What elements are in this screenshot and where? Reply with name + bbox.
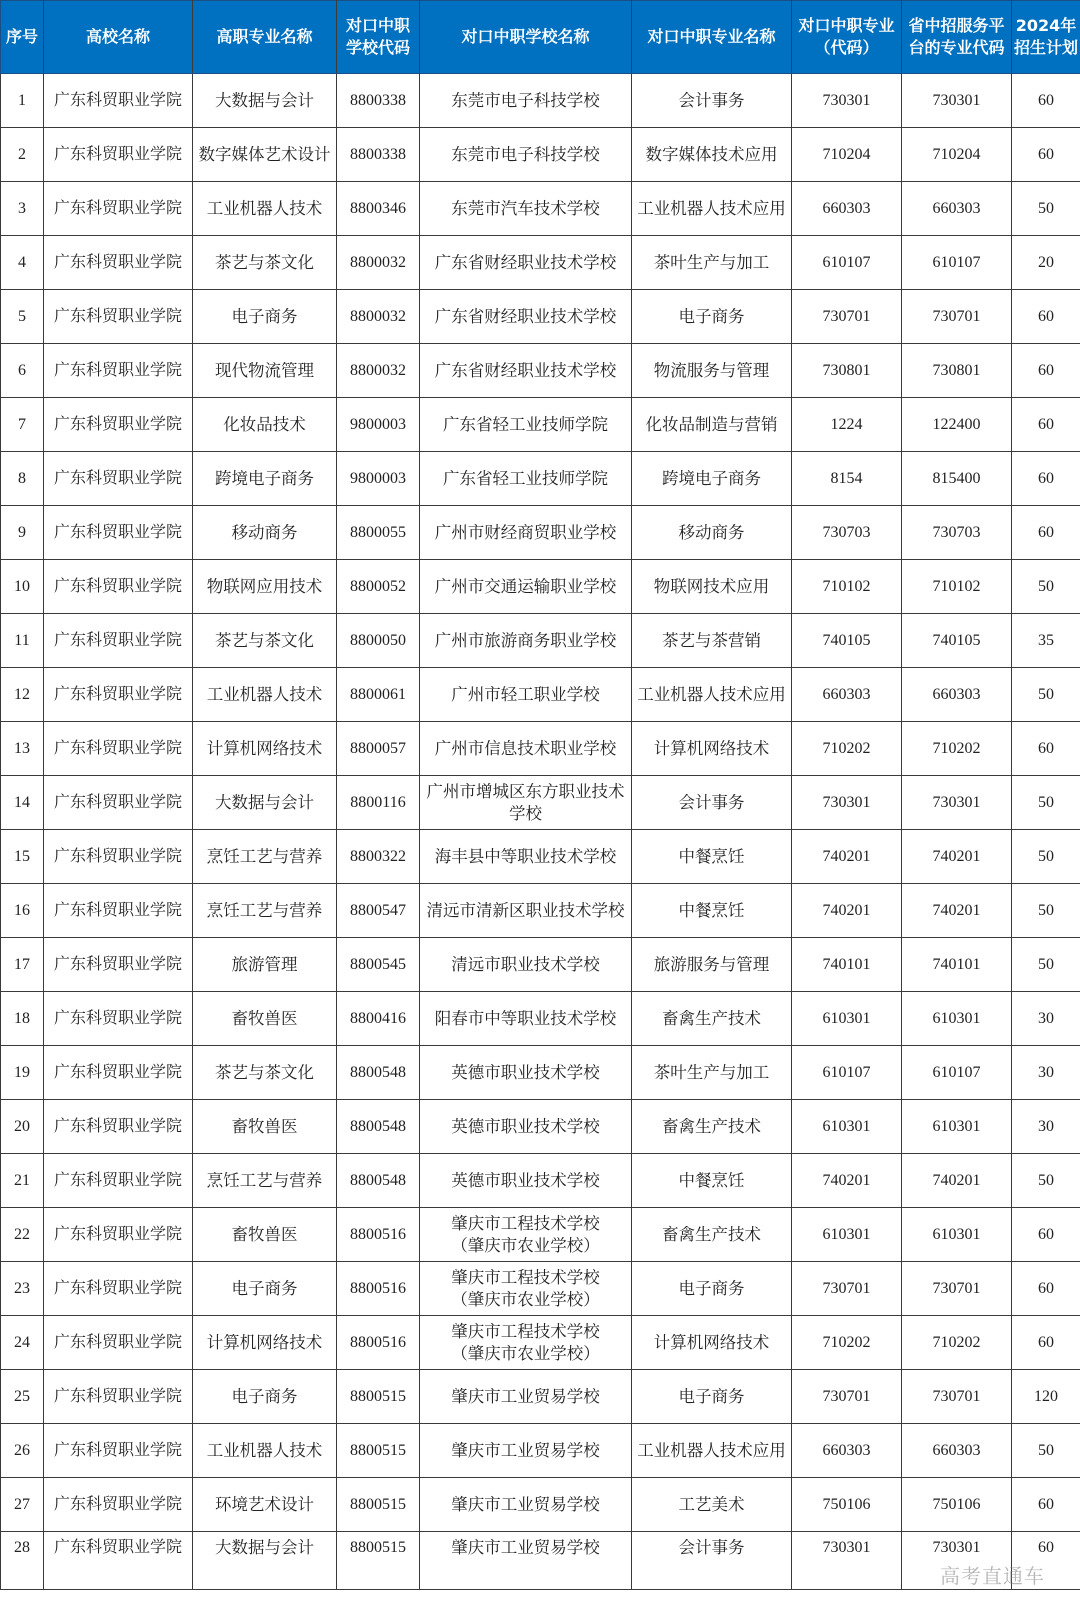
cell-plan-2024: 60 [1012, 722, 1080, 776]
cell-school-code: 8800052 [337, 560, 420, 614]
cell-major-code: 730701 [792, 1370, 902, 1424]
cell-school-major: 计算机网络技术 [632, 722, 792, 776]
cell-school-major: 移动商务 [632, 506, 792, 560]
cell-school-code: 8800032 [337, 344, 420, 398]
cell-school-major: 工业机器人技术应用 [632, 1424, 792, 1478]
cell-school-code: 8800545 [337, 938, 420, 992]
cell-plan-2024: 60 [1012, 1478, 1080, 1532]
cell-major: 移动商务 [193, 506, 337, 560]
cell-school-code: 8800515 [337, 1424, 420, 1478]
cell-school-major: 畜禽生产技术 [632, 1208, 792, 1262]
cell-school-name: 广州市旅游商务职业学校 [420, 614, 632, 668]
cell-university: 广东科贸职业学院 [44, 236, 193, 290]
cell-index: 13 [1, 722, 44, 776]
cell-plan-2024: 50 [1012, 560, 1080, 614]
cell-major-code: 710102 [792, 560, 902, 614]
cell-platform-code: 610107 [902, 236, 1012, 290]
cell-plan-2024: 50 [1012, 182, 1080, 236]
table-header-row [1, 1, 1080, 74]
cell-major-code: 750106 [792, 1478, 902, 1532]
cell-plan-2024: 20 [1012, 236, 1080, 290]
table-row [1, 452, 1080, 506]
cell-plan-2024: 60 [1012, 74, 1080, 128]
table-row [1, 1316, 1080, 1370]
cell-school-major: 中餐烹饪 [632, 1154, 792, 1208]
cell-platform-code: 740105 [902, 614, 1012, 668]
cell-school-name: 海丰县中等职业技术学校 [420, 830, 632, 884]
cell-school-code: 8800548 [337, 1046, 420, 1100]
cell-school-name: 肇庆市工程技术学校 （肇庆市农业学校） [420, 1208, 632, 1262]
table-row [1, 776, 1080, 830]
cell-index: 6 [1, 344, 44, 398]
cell-major-code: 740201 [792, 884, 902, 938]
cell-index: 25 [1, 1370, 44, 1424]
cell-major-code: 730301 [792, 1532, 902, 1590]
cell-platform-code: 740201 [902, 884, 1012, 938]
column-header-university: 高校名称 [44, 1, 193, 74]
cell-platform-code: 730801 [902, 344, 1012, 398]
cell-major: 环境艺术设计 [193, 1478, 337, 1532]
table-row [1, 938, 1080, 992]
cell-school-name: 广东省财经职业技术学校 [420, 236, 632, 290]
cell-school-name: 广东省财经职业技术学校 [420, 290, 632, 344]
cell-school-major: 物流服务与管理 [632, 344, 792, 398]
cell-platform-code: 710202 [902, 1316, 1012, 1370]
cell-school-major: 电子商务 [632, 1262, 792, 1316]
cell-major-code: 8154 [792, 452, 902, 506]
cell-school-code: 8800032 [337, 236, 420, 290]
cell-school-major: 中餐烹饪 [632, 884, 792, 938]
cell-major: 电子商务 [193, 1262, 337, 1316]
table-row [1, 290, 1080, 344]
cell-platform-code: 740101 [902, 938, 1012, 992]
cell-university: 广东科贸职业学院 [44, 614, 193, 668]
cell-university: 广东科贸职业学院 [44, 128, 193, 182]
cell-major-code: 660303 [792, 182, 902, 236]
cell-school-major: 跨境电子商务 [632, 452, 792, 506]
cell-school-major: 旅游服务与管理 [632, 938, 792, 992]
cell-major: 电子商务 [193, 290, 337, 344]
cell-school-name: 英德市职业技术学校 [420, 1100, 632, 1154]
cell-school-code: 8800055 [337, 506, 420, 560]
cell-school-code: 8800515 [337, 1478, 420, 1532]
cell-university: 广东科贸职业学院 [44, 74, 193, 128]
cell-school-name: 广东省财经职业技术学校 [420, 344, 632, 398]
cell-index: 9 [1, 506, 44, 560]
cell-school-name: 东莞市汽车技术学校 [420, 182, 632, 236]
cell-plan-2024: 50 [1012, 884, 1080, 938]
cell-plan-2024: 30 [1012, 1046, 1080, 1100]
table-row [1, 1424, 1080, 1478]
table-row [1, 722, 1080, 776]
table-row [1, 992, 1080, 1046]
watermark: 高考直通车 [940, 1563, 1045, 1588]
table-row [1, 344, 1080, 398]
cell-index: 24 [1, 1316, 44, 1370]
column-header-major-code: 对口中职专业 （代码） [792, 1, 902, 74]
cell-plan-2024: 60 [1012, 452, 1080, 506]
cell-school-name: 英德市职业技术学校 [420, 1046, 632, 1100]
cell-university: 广东科贸职业学院 [44, 344, 193, 398]
table-row [1, 398, 1080, 452]
cell-school-major: 计算机网络技术 [632, 1316, 792, 1370]
cell-school-name: 广州市交通运输职业学校 [420, 560, 632, 614]
cell-school-major: 会计事务 [632, 776, 792, 830]
cell-school-name: 广州市增城区东方职业技术 学校 [420, 776, 632, 830]
cell-school-name: 肇庆市工程技术学校 （肇庆市农业学校） [420, 1262, 632, 1316]
cell-school-code: 8800061 [337, 668, 420, 722]
cell-major-code: 610301 [792, 992, 902, 1046]
cell-major-code: 730301 [792, 776, 902, 830]
cell-university: 广东科贸职业学院 [44, 1046, 193, 1100]
cell-university: 广东科贸职业学院 [44, 884, 193, 938]
cell-platform-code: 710102 [902, 560, 1012, 614]
cell-university: 广东科贸职业学院 [44, 938, 193, 992]
table-row [1, 1370, 1080, 1424]
cell-major-code: 1224 [792, 398, 902, 452]
cell-platform-code: 740201 [902, 1154, 1012, 1208]
cell-university: 广东科贸职业学院 [44, 560, 193, 614]
cell-index: 17 [1, 938, 44, 992]
cell-major-code: 610107 [792, 1046, 902, 1100]
cell-university: 广东科贸职业学院 [44, 452, 193, 506]
cell-school-major: 电子商务 [632, 1370, 792, 1424]
cell-major: 茶艺与茶文化 [193, 236, 337, 290]
cell-school-code: 9800003 [337, 398, 420, 452]
cell-school-name: 东莞市电子科技学校 [420, 128, 632, 182]
cell-index: 3 [1, 182, 44, 236]
cell-school-major: 茶叶生产与加工 [632, 1046, 792, 1100]
cell-platform-code: 730701 [902, 1370, 1012, 1424]
cell-major: 畜牧兽医 [193, 1100, 337, 1154]
cell-plan-2024: 60 [1012, 128, 1080, 182]
cell-school-major: 茶艺与茶营销 [632, 614, 792, 668]
cell-major-code: 610301 [792, 1100, 902, 1154]
cell-major: 化妆品技术 [193, 398, 337, 452]
cell-school-code: 8800322 [337, 830, 420, 884]
cell-school-code: 8800547 [337, 884, 420, 938]
cell-school-code: 8800050 [337, 614, 420, 668]
cell-major: 计算机网络技术 [193, 1316, 337, 1370]
cell-school-code: 8800515 [337, 1532, 420, 1590]
cell-school-major: 物联网技术应用 [632, 560, 792, 614]
cell-major-code: 730801 [792, 344, 902, 398]
column-header-major: 高职专业名称 [193, 1, 337, 74]
cell-major: 大数据与会计 [193, 776, 337, 830]
cell-school-code: 8800516 [337, 1262, 420, 1316]
cell-plan-2024: 60 [1012, 1532, 1080, 1590]
cell-major-code: 730701 [792, 290, 902, 344]
cell-plan-2024: 60 [1012, 1316, 1080, 1370]
column-header-school-code: 对口中职 学校代码 [337, 1, 420, 74]
cell-plan-2024: 50 [1012, 1424, 1080, 1478]
cell-plan-2024: 60 [1012, 344, 1080, 398]
cell-index: 19 [1, 1046, 44, 1100]
table-row [1, 74, 1080, 128]
cell-plan-2024: 60 [1012, 506, 1080, 560]
column-header-plan-2024: 2024年 招生计划 [1012, 1, 1080, 74]
cell-major-code: 710204 [792, 128, 902, 182]
cell-platform-code: 730701 [902, 290, 1012, 344]
cell-school-code: 8800057 [337, 722, 420, 776]
cell-university: 广东科贸职业学院 [44, 1478, 193, 1532]
cell-university: 广东科贸职业学院 [44, 830, 193, 884]
cell-school-name: 肇庆市工业贸易学校 [420, 1370, 632, 1424]
cell-platform-code: 750106 [902, 1478, 1012, 1532]
cell-university: 广东科贸职业学院 [44, 290, 193, 344]
cell-index: 27 [1, 1478, 44, 1532]
table-row [1, 614, 1080, 668]
cell-major-code: 730701 [792, 1262, 902, 1316]
cell-school-major: 会计事务 [632, 1532, 792, 1590]
cell-school-major: 电子商务 [632, 290, 792, 344]
column-header-platform-code: 省中招服务平 台的专业代码 [902, 1, 1012, 74]
cell-plan-2024: 30 [1012, 1100, 1080, 1154]
table-row [1, 1046, 1080, 1100]
cell-school-major: 工业机器人技术应用 [632, 182, 792, 236]
cell-major-code: 730703 [792, 506, 902, 560]
cell-school-name: 广东省轻工业技师学院 [420, 452, 632, 506]
cell-university: 广东科贸职业学院 [44, 1208, 193, 1262]
cell-university: 广东科贸职业学院 [44, 776, 193, 830]
cell-index: 21 [1, 1154, 44, 1208]
cell-plan-2024: 60 [1012, 1262, 1080, 1316]
table-row [1, 1208, 1080, 1262]
cell-platform-code: 610301 [902, 1100, 1012, 1154]
cell-plan-2024: 50 [1012, 830, 1080, 884]
cell-platform-code: 610301 [902, 1208, 1012, 1262]
cell-school-name: 广州市信息技术职业学校 [420, 722, 632, 776]
table-row [1, 884, 1080, 938]
cell-major-code: 730301 [792, 74, 902, 128]
cell-platform-code: 710202 [902, 722, 1012, 776]
cell-major: 计算机网络技术 [193, 722, 337, 776]
column-header-school-major: 对口中职专业名称 [632, 1, 792, 74]
cell-plan-2024: 50 [1012, 776, 1080, 830]
cell-plan-2024: 50 [1012, 938, 1080, 992]
cell-university: 广东科贸职业学院 [44, 506, 193, 560]
cell-university: 广东科贸职业学院 [44, 1370, 193, 1424]
cell-platform-code: 730301 [902, 74, 1012, 128]
cell-school-code: 8800516 [337, 1316, 420, 1370]
cell-school-name: 清远市清新区职业技术学校 [420, 884, 632, 938]
cell-school-name: 肇庆市工业贸易学校 [420, 1424, 632, 1478]
cell-plan-2024: 30 [1012, 992, 1080, 1046]
cell-school-name: 阳春市中等职业技术学校 [420, 992, 632, 1046]
cell-platform-code: 610301 [902, 992, 1012, 1046]
cell-school-name: 肇庆市工业贸易学校 [420, 1532, 632, 1590]
cell-university: 广东科贸职业学院 [44, 668, 193, 722]
cell-school-major: 茶叶生产与加工 [632, 236, 792, 290]
cell-platform-code: 122400 [902, 398, 1012, 452]
cell-major: 工业机器人技术 [193, 1424, 337, 1478]
cell-university: 广东科贸职业学院 [44, 1532, 193, 1590]
cell-school-major: 畜禽生产技术 [632, 1100, 792, 1154]
cell-index: 18 [1, 992, 44, 1046]
cell-major: 工业机器人技术 [193, 182, 337, 236]
cell-plan-2024: 60 [1012, 290, 1080, 344]
cell-index: 22 [1, 1208, 44, 1262]
cell-school-major: 畜禽生产技术 [632, 992, 792, 1046]
cell-index: 4 [1, 236, 44, 290]
cell-major: 大数据与会计 [193, 1532, 337, 1590]
cell-major: 工业机器人技术 [193, 668, 337, 722]
cell-school-major: 数字媒体技术应用 [632, 128, 792, 182]
cell-plan-2024: 35 [1012, 614, 1080, 668]
cell-plan-2024: 60 [1012, 398, 1080, 452]
cell-index: 11 [1, 614, 44, 668]
cell-major-code: 740105 [792, 614, 902, 668]
table-row [1, 560, 1080, 614]
cell-school-name: 英德市职业技术学校 [420, 1154, 632, 1208]
cell-major: 现代物流管理 [193, 344, 337, 398]
cell-index: 5 [1, 290, 44, 344]
cell-university: 广东科贸职业学院 [44, 182, 193, 236]
cell-index: 14 [1, 776, 44, 830]
cell-major: 物联网应用技术 [193, 560, 337, 614]
cell-major-code: 740201 [792, 1154, 902, 1208]
cell-major-code: 610107 [792, 236, 902, 290]
cell-school-name: 肇庆市工业贸易学校 [420, 1478, 632, 1532]
table-row [1, 668, 1080, 722]
cell-platform-code: 730301 [902, 1532, 1012, 1590]
cell-major: 数字媒体艺术设计 [193, 128, 337, 182]
cell-index: 7 [1, 398, 44, 452]
cell-index: 20 [1, 1100, 44, 1154]
table-row [1, 182, 1080, 236]
table-row [1, 830, 1080, 884]
cell-index: 23 [1, 1262, 44, 1316]
cell-major-code: 660303 [792, 1424, 902, 1478]
column-header-school-name: 对口中职学校名称 [420, 1, 632, 74]
cell-major: 跨境电子商务 [193, 452, 337, 506]
cell-school-name: 清远市职业技术学校 [420, 938, 632, 992]
cell-school-code: 8800516 [337, 1208, 420, 1262]
cell-index: 8 [1, 452, 44, 506]
cell-platform-code: 610107 [902, 1046, 1012, 1100]
cell-university: 广东科贸职业学院 [44, 722, 193, 776]
cell-school-code: 9800003 [337, 452, 420, 506]
cell-school-major: 工业机器人技术应用 [632, 668, 792, 722]
cell-school-major: 化妆品制造与营销 [632, 398, 792, 452]
table-row [1, 1262, 1080, 1316]
cell-platform-code: 730703 [902, 506, 1012, 560]
cell-major-code: 710202 [792, 722, 902, 776]
table-row [1, 128, 1080, 182]
cell-university: 广东科贸职业学院 [44, 1424, 193, 1478]
cell-major: 畜牧兽医 [193, 992, 337, 1046]
cell-university: 广东科贸职业学院 [44, 992, 193, 1046]
cell-major: 烹饪工艺与营养 [193, 830, 337, 884]
cell-school-name: 肇庆市工程技术学校 （肇庆市农业学校） [420, 1316, 632, 1370]
cell-school-name: 东莞市电子科技学校 [420, 74, 632, 128]
table-row [1, 1478, 1080, 1532]
cell-major: 茶艺与茶文化 [193, 614, 337, 668]
cell-school-major: 中餐烹饪 [632, 830, 792, 884]
cell-major-code: 740201 [792, 830, 902, 884]
cell-platform-code: 730701 [902, 1262, 1012, 1316]
cell-index: 28 [1, 1532, 44, 1590]
table-row [1, 1154, 1080, 1208]
table-row [1, 236, 1080, 290]
cell-platform-code: 730301 [902, 776, 1012, 830]
cell-major-code: 610301 [792, 1208, 902, 1262]
cell-school-name: 广州市轻工职业学校 [420, 668, 632, 722]
cell-major-code: 710202 [792, 1316, 902, 1370]
column-header-index: 序号 [1, 1, 44, 74]
cell-major: 茶艺与茶文化 [193, 1046, 337, 1100]
cell-school-code: 8800338 [337, 74, 420, 128]
cell-school-code: 8800515 [337, 1370, 420, 1424]
cell-school-name: 广东省轻工业技师学院 [420, 398, 632, 452]
cell-platform-code: 710204 [902, 128, 1012, 182]
cell-major: 畜牧兽医 [193, 1208, 337, 1262]
cell-platform-code: 815400 [902, 452, 1012, 506]
cell-index: 15 [1, 830, 44, 884]
cell-index: 16 [1, 884, 44, 938]
table-row [1, 506, 1080, 560]
cell-platform-code: 740201 [902, 830, 1012, 884]
cell-major: 旅游管理 [193, 938, 337, 992]
table-row [1, 1100, 1080, 1154]
cell-major-code: 660303 [792, 668, 902, 722]
cell-university: 广东科贸职业学院 [44, 1100, 193, 1154]
cell-school-name: 广州市财经商贸职业学校 [420, 506, 632, 560]
cell-university: 广东科贸职业学院 [44, 1154, 193, 1208]
cell-school-code: 8800346 [337, 182, 420, 236]
cell-major: 烹饪工艺与营养 [193, 1154, 337, 1208]
cell-school-major: 工艺美术 [632, 1478, 792, 1532]
cell-platform-code: 660303 [902, 182, 1012, 236]
cell-major: 电子商务 [193, 1370, 337, 1424]
cell-school-code: 8800548 [337, 1154, 420, 1208]
cell-index: 2 [1, 128, 44, 182]
cell-school-code: 8800416 [337, 992, 420, 1046]
cell-platform-code: 660303 [902, 1424, 1012, 1478]
cell-university: 广东科贸职业学院 [44, 1262, 193, 1316]
cell-school-code: 8800338 [337, 128, 420, 182]
cell-index: 26 [1, 1424, 44, 1478]
cell-plan-2024: 50 [1012, 1154, 1080, 1208]
cell-school-major: 会计事务 [632, 74, 792, 128]
cell-school-code: 8800548 [337, 1100, 420, 1154]
cell-major: 大数据与会计 [193, 74, 337, 128]
table-row [1, 1532, 1080, 1590]
cell-school-code: 8800116 [337, 776, 420, 830]
cell-index: 1 [1, 74, 44, 128]
cell-plan-2024: 50 [1012, 668, 1080, 722]
cell-major: 烹饪工艺与营养 [193, 884, 337, 938]
cell-platform-code: 660303 [902, 668, 1012, 722]
cell-major-code: 740101 [792, 938, 902, 992]
cell-university: 广东科贸职业学院 [44, 398, 193, 452]
cell-plan-2024: 60 [1012, 1208, 1080, 1262]
cell-index: 12 [1, 668, 44, 722]
cell-plan-2024: 120 [1012, 1370, 1080, 1424]
cell-index: 10 [1, 560, 44, 614]
cell-university: 广东科贸职业学院 [44, 1316, 193, 1370]
cell-school-code: 8800032 [337, 290, 420, 344]
